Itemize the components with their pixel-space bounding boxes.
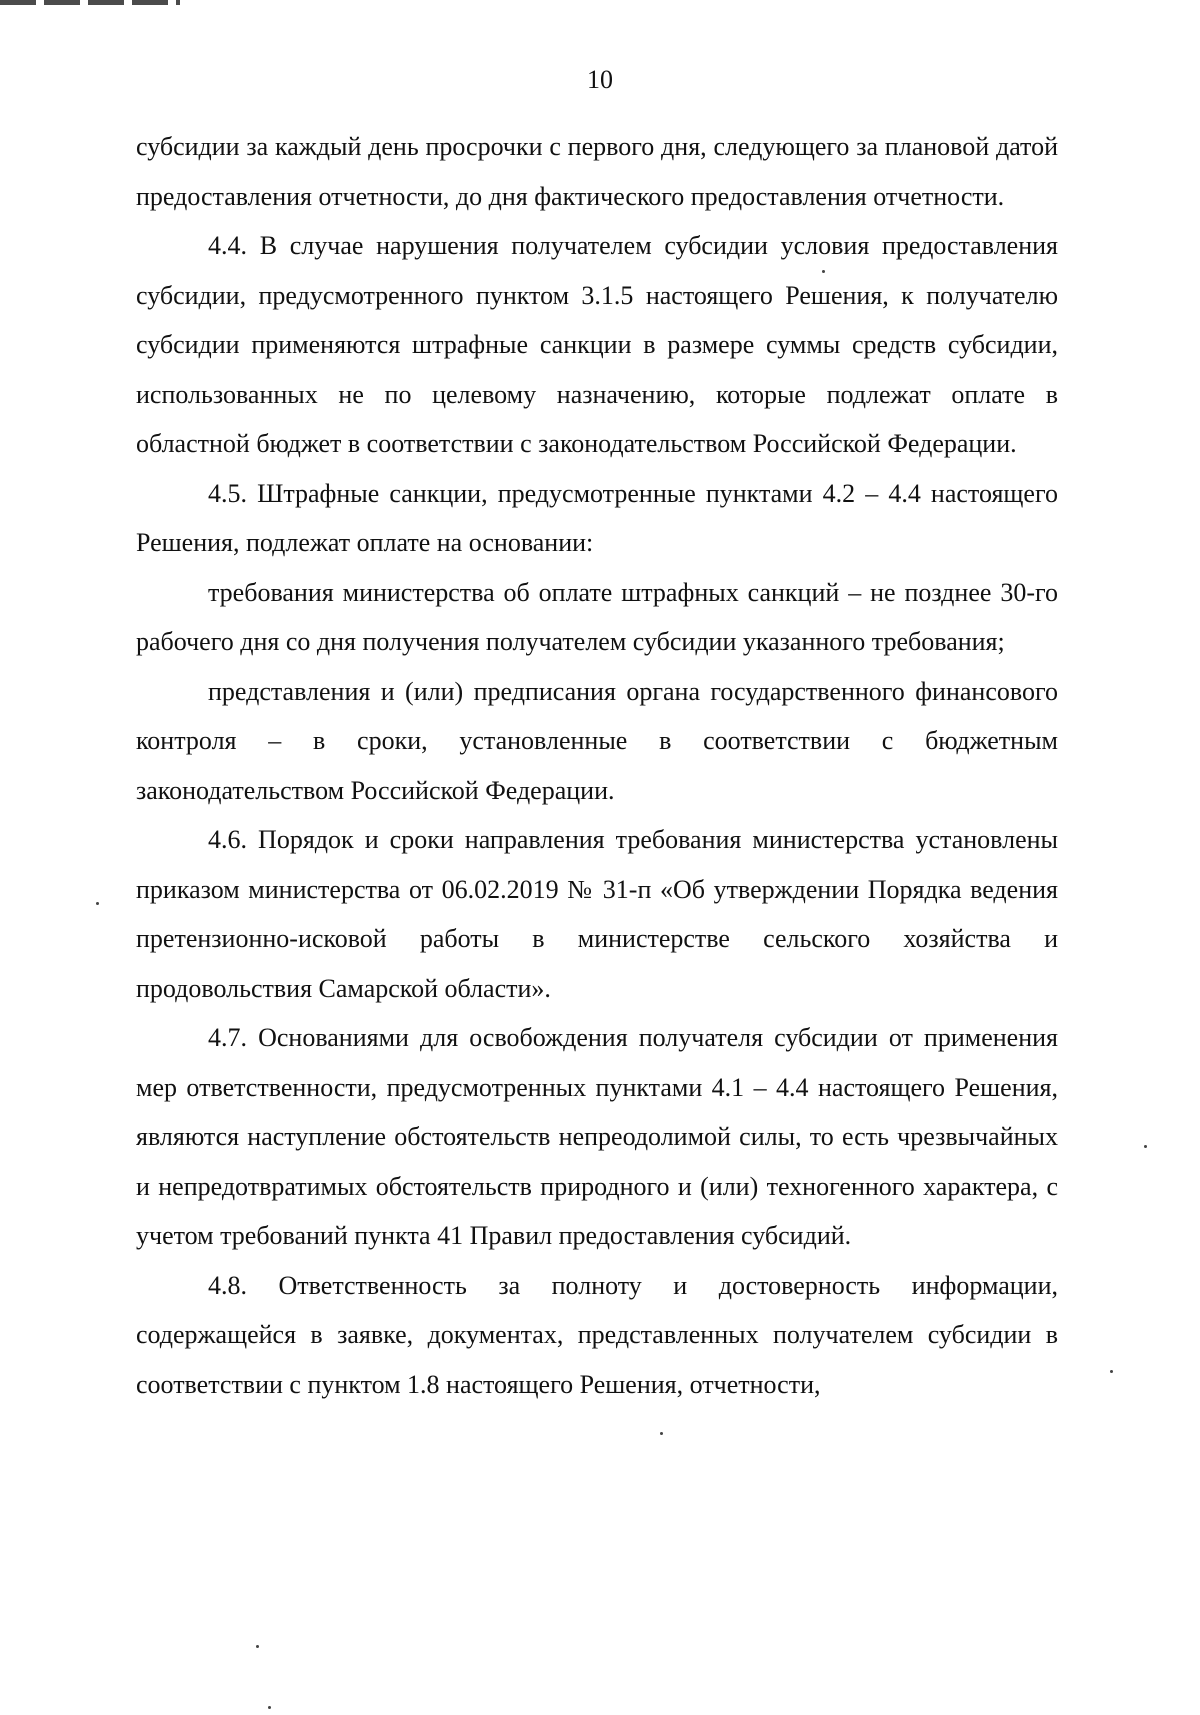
scan-artifact-mark	[0, 0, 180, 5]
scan-speck	[268, 1706, 271, 1709]
document-body	[136, 122, 1058, 1409]
scan-speck	[96, 902, 99, 905]
paragraph-4-6: 4.6. Порядок и сроки направления требования министерства установлены приказом министерства от 06.02.2019 № 31-п «Об утверждении Порядка ведения претензионно-исковой работы в министерстве сельского хозяйства и продовольствия Самарской области».	[136, 825, 1058, 1003]
scan-speck	[256, 1645, 259, 1648]
page-number: 10	[587, 65, 613, 94]
scan-speck	[1110, 1370, 1113, 1373]
paragraph-4-8: 4.8. Ответственность за полноту и достоверность информации, содержащейся в заявке, документах, представленных получателем субсидии в соответствии с пунктом 1.8 настоящего Решения, отчетности,	[136, 1270, 1058, 1399]
scan-speck	[660, 1432, 663, 1435]
paragraph-4-5-item-requirement: требования министерства об оплате штрафных санкций – не позднее 30-го рабочего дня со дня получения получателем субсидии указанного требования;	[136, 577, 1058, 656]
paragraph-4-7: 4.7. Основаниями для освобождения получателя субсидии от применения мер ответственности, предусмотренных пунктами 4.1 – 4.4 настоящего Решения, являются наступление обстоятельств непреодолимой силы, то есть чрезвычайных и непредотвратимых обстоятельств природного и (или) техногенного характера, с учетом требований пункта 41 Правил предоставления субсидий.	[136, 1023, 1058, 1250]
paragraph-4-5: 4.5. Штрафные санкции, предусмотренные пунктами 4.2 – 4.4 настоящего Решения, подлежат оплате на основании:	[136, 478, 1058, 557]
paragraph-4-5-item-submission: представления и (или) предписания органа государственного финансового контроля – в сроки, установленные в соответствии с бюджетным законодательством Российской Федерации.	[136, 676, 1058, 805]
paragraph-4-4: 4.4. В случае нарушения получателем субсидии условия предоставления субсидии, предусмотренного пунктом 3.1.5 настоящего Решения, к получателю субсидии применяются штрафные санкции в размере суммы средств субсидии, использованных не по целевому назначению, которые подлежат оплате в областной бюджет в соответствии с законодательством Российской Федерации.	[136, 231, 1058, 458]
scan-speck	[822, 270, 825, 273]
scan-speck	[1144, 1145, 1147, 1148]
paragraph-continuation: субсидии за каждый день просрочки с первого дня, следующего за плановой датой предоставления отчетности, до дня фактического предоставления отчетности.	[136, 132, 1058, 211]
